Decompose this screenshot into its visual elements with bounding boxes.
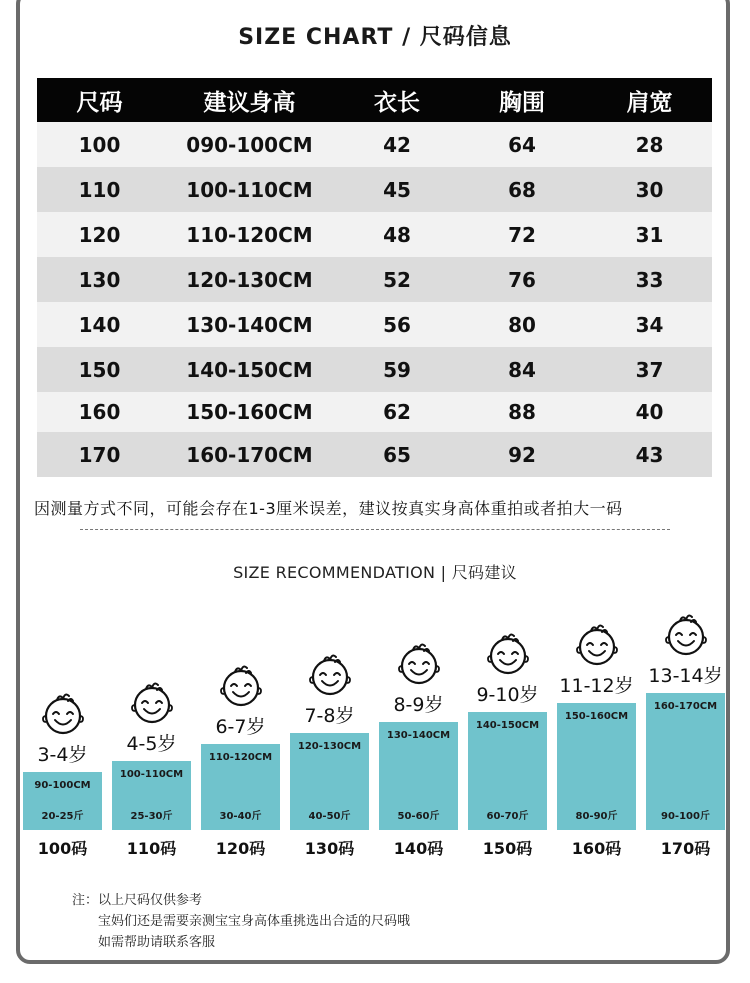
table-row (37, 302, 712, 347)
baby-face-icon (574, 621, 620, 667)
size-label: 170码 (660, 839, 711, 858)
baby-face-icon (307, 651, 353, 697)
cell-height: 110-120CM (186, 222, 313, 247)
bar-weight-range: 30-40斤 (219, 811, 262, 822)
bar-height-range: 120-130CM (297, 741, 362, 752)
baby-face-icon (396, 640, 442, 686)
table-row (37, 122, 712, 167)
dashed-divider (80, 529, 670, 530)
footnote-line2: 宝妈们还是需要亲测宝宝身高体重挑选出合适的尺码哦 (98, 914, 411, 929)
cell-height: 140-150CM (186, 357, 313, 382)
table-row (37, 432, 712, 477)
cell-shoulder: 28 (635, 132, 664, 157)
cell-chest: 80 (508, 312, 536, 337)
bar-weight-range: 40-50斤 (308, 811, 351, 822)
baby-face-icon (218, 662, 264, 708)
table-header (37, 78, 712, 122)
bar-height-range: 130-140CM (386, 730, 451, 741)
bar-height-range: 150-160CM (564, 711, 629, 722)
size-label: 120码 (215, 839, 266, 858)
size-bar (557, 703, 636, 830)
baby-face-icon (485, 630, 531, 676)
cell-shoulder: 30 (635, 177, 664, 202)
page-title: SIZE CHART / 尺码信息 (238, 25, 512, 50)
age-label: 6-7岁 (215, 716, 266, 738)
baby-face-icon (40, 690, 86, 736)
table-body (37, 122, 712, 477)
size-label: 140码 (393, 839, 444, 858)
baby-face-icon (663, 611, 709, 657)
age-label: 7-8岁 (304, 705, 355, 727)
size-label: 100码 (37, 839, 88, 858)
baby-face-icon (129, 679, 175, 725)
cell-shoulder: 34 (635, 312, 664, 337)
cell-height: 100-110CM (186, 177, 313, 202)
age-label: 13-14岁 (648, 665, 723, 687)
cell-shoulder: 43 (635, 442, 664, 467)
cell-length: 56 (383, 312, 411, 337)
age-label: 11-12岁 (559, 675, 634, 697)
footnote-line1: 以上尺码仅供参考 (98, 893, 203, 908)
bar-height-range: 90-100CM (34, 780, 91, 791)
cell-size: 170 (78, 442, 121, 467)
cell-height: 090-100CM (186, 132, 313, 157)
cell-chest: 84 (508, 357, 536, 382)
cell-length: 42 (383, 132, 411, 157)
cell-length: 48 (383, 222, 411, 247)
bar-height-range: 140-150CM (475, 720, 540, 731)
cell-chest: 72 (508, 222, 536, 247)
age-label: 3-4岁 (37, 744, 88, 766)
measurement-note: 因测量方式不同，可能会存在1-3厘米误差，建议按真实身高体重拍或者拍大一码 (34, 499, 623, 518)
header-chest: 胸围 (499, 89, 545, 116)
cell-chest: 76 (508, 267, 536, 292)
cell-shoulder: 33 (635, 267, 664, 292)
header-shoulder: 肩宽 (626, 89, 673, 116)
cell-height: 130-140CM (186, 312, 313, 337)
age-label: 4-5岁 (126, 733, 177, 755)
cell-length: 45 (383, 177, 411, 202)
header-size: 尺码 (76, 89, 123, 116)
bar-weight-range: 90-100斤 (661, 811, 710, 822)
bar-height-range: 160-170CM (653, 701, 718, 712)
cell-shoulder: 31 (635, 222, 664, 247)
bar-height-range: 100-110CM (119, 769, 184, 780)
age-label: 9-10岁 (476, 684, 539, 706)
footnote-label: 注： (72, 893, 99, 908)
footnote (72, 890, 410, 953)
size-bar (112, 761, 191, 830)
size-label: 160码 (571, 839, 622, 858)
cell-chest: 68 (508, 177, 536, 202)
cell-size: 120 (78, 222, 121, 247)
cell-size: 130 (78, 267, 121, 292)
size-label: 130码 (304, 839, 355, 858)
cell-chest: 92 (508, 442, 536, 467)
size-bar (646, 693, 725, 830)
bar-weight-range: 60-70斤 (486, 811, 529, 822)
header-length: 衣长 (374, 89, 420, 116)
table-row (37, 347, 712, 392)
bar-weight-range: 25-30斤 (130, 811, 173, 822)
cell-length: 52 (383, 267, 411, 292)
cell-shoulder: 37 (635, 357, 664, 382)
cell-size: 150 (78, 357, 121, 382)
cell-length: 62 (383, 400, 411, 424)
cell-height: 120-130CM (186, 267, 313, 292)
footnote-line3: 如需帮助请联系客服 (98, 935, 216, 950)
size-bar (23, 772, 102, 830)
table-row (37, 167, 712, 212)
bar-weight-range: 80-90斤 (575, 811, 618, 822)
cell-size: 140 (78, 312, 121, 337)
cell-size: 100 (78, 132, 121, 157)
size-table (37, 78, 712, 477)
size-label: 150码 (482, 839, 533, 858)
cell-length: 59 (383, 357, 411, 382)
cell-chest: 88 (508, 400, 536, 424)
age-label: 8-9岁 (393, 694, 444, 716)
bar-height-range: 110-120CM (208, 752, 273, 763)
table-row (37, 212, 712, 257)
size-bar (468, 712, 547, 830)
size-bar (379, 722, 458, 830)
cell-shoulder: 40 (635, 400, 664, 424)
size-bar (201, 744, 280, 830)
cell-size: 110 (78, 177, 121, 202)
bar-weight-range: 20-25斤 (41, 811, 84, 822)
size-label: 110码 (126, 839, 177, 858)
cell-length: 65 (383, 442, 411, 467)
bar-weight-range: 50-60斤 (397, 811, 440, 822)
size-bar (290, 733, 369, 830)
cell-height: 160-170CM (186, 442, 313, 467)
cell-chest: 64 (508, 132, 536, 157)
cell-size: 160 (78, 400, 121, 424)
recommendation-title: SIZE RECOMMENDATION | 尺码建议 (233, 563, 517, 582)
table-row (37, 257, 712, 302)
table-row (37, 392, 712, 432)
header-height: 建议身高 (203, 89, 296, 116)
cell-height: 150-160CM (186, 400, 313, 424)
